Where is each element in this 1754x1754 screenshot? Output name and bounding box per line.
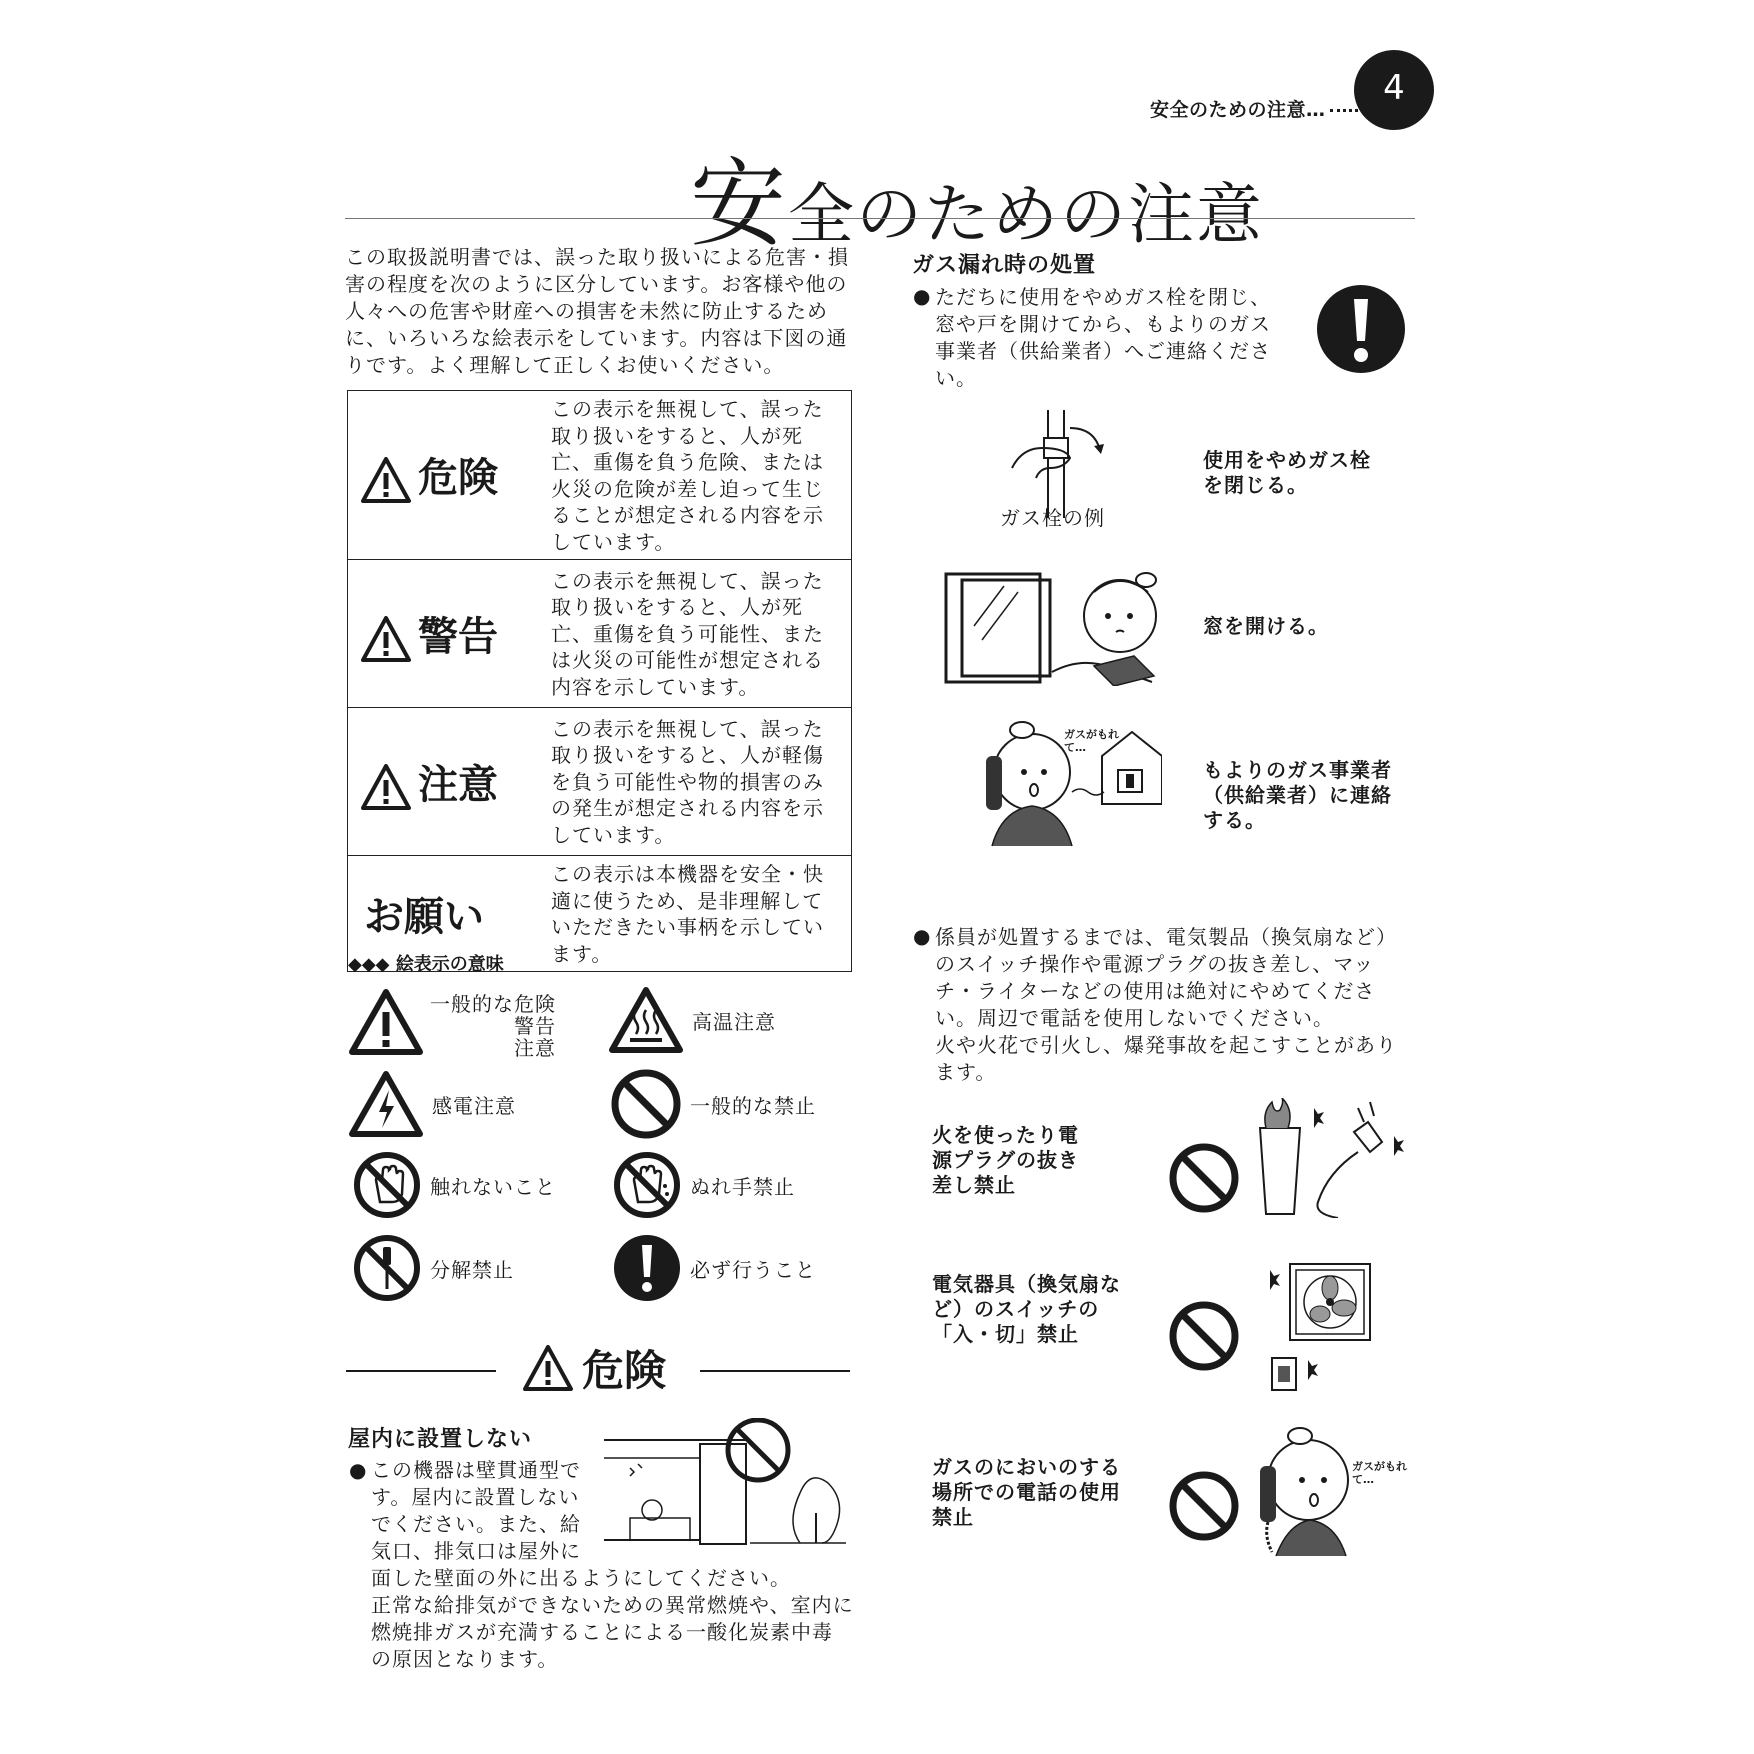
running-head: 安全のための注意… [1150, 95, 1400, 122]
mandatory-action-icon [612, 1233, 682, 1303]
prohibit3-caption: ガスのにおいのする場所での電話の使用禁止 [932, 1455, 1121, 1529]
step2-caption: 窓を開ける。 [1203, 614, 1329, 638]
page-title: 安全のための注意 [690, 148, 1264, 260]
no-touch-icon [352, 1150, 422, 1220]
bullet-no-sparks: 係員が処置するまでは、電気製品（換気扇など）のスイッチ操作や電源プラグの抜き差し、マッチ・ライターなどの使用は絶対にやめてください。周辺で電話を使用しないでください。 火や火花で引火し、爆発事故を起こすことがあります。 [935, 925, 1397, 1084]
legend-no-disassemble [352, 1233, 514, 1303]
legend-label-electric: 感電注意 [432, 1093, 516, 1118]
signal-label-caution: 注意 [348, 708, 546, 856]
legend-no-touch [352, 1150, 556, 1220]
bullet-dot: ● [913, 924, 931, 948]
legend-label-general-danger: 一般的な危険 [430, 992, 556, 1016]
no-disassemble-icon [352, 1233, 422, 1303]
legend-general-prohibit [610, 1068, 816, 1140]
open-window-illustration [944, 566, 1174, 686]
general-danger-icon [348, 988, 424, 1056]
legend-heading: ◆◆◆ 絵表示の意味 [348, 954, 504, 975]
page-number: 4 [1354, 50, 1434, 130]
title-divider [345, 218, 1415, 219]
legend-must-do [612, 1233, 816, 1303]
legend-general-danger [348, 988, 424, 1056]
mandatory-action-icon [1315, 283, 1407, 375]
signal-label-request: お願い [348, 856, 546, 972]
prohibition-icon [1168, 1470, 1240, 1542]
danger-divider-right [700, 1370, 850, 1372]
signal-row-danger [348, 391, 852, 560]
warning-triangle-icon [522, 1344, 574, 1392]
signal-desc-request: この表示は本機器を安全・快適に使うため、是非理解していただきたい事柄を示しています。 [545, 856, 852, 972]
legend-label-wet-hand: ぬれ手禁止 [690, 1174, 795, 1199]
prohibition-icon [610, 1068, 682, 1140]
legend-label-high-temp: 高温注意 [692, 1009, 776, 1034]
step1-caption: 使用をやめガス栓を閉じる。 [1203, 448, 1371, 497]
danger-divider-left [346, 1370, 496, 1372]
warning-triangle-icon [360, 615, 412, 663]
prohibit2-caption: 電気器具（換気扇など）のスイッチの「入・切」禁止 [932, 1272, 1121, 1346]
speech-gas-leak: ガスがもれて… [1352, 1460, 1407, 1486]
signal-desc-caution: この表示を無視して、誤った取り扱いをすると、人が軽傷を負う可能性や物的損害のみの発生が想定される内容を示しています。 [545, 708, 852, 856]
legend-label-no-touch: 触れないこと [430, 1174, 556, 1199]
bullet-gas-leak: ただちに使用をやめガス栓を閉じ、窓や戸を開けてから、もよりのガス事業者（供給業者）へご連絡ください。 [935, 285, 1271, 390]
prohibit1-caption: 火を使ったり電源プラグの抜き差し禁止 [932, 1123, 1079, 1197]
lighter-and-plug-illustration [1244, 1098, 1414, 1218]
section-title-gas-leak: ガス漏れ時の処置 [912, 253, 1097, 278]
fan-and-switch-illustration [1264, 1260, 1374, 1394]
phone-girl-illustration [1252, 1422, 1392, 1558]
prohibition-icon [1168, 1300, 1240, 1372]
bullet-dot: ● [913, 284, 931, 308]
legend-wet-hand [612, 1150, 795, 1220]
signal-label-danger: 危険 [348, 391, 546, 560]
warning-triangle-icon [360, 763, 412, 811]
wet-hand-prohibit-icon [612, 1150, 682, 1220]
signal-row-caution [348, 708, 852, 856]
warning-triangle-icon [360, 456, 412, 504]
legend-label-no-disassemble: 分解禁止 [430, 1257, 514, 1282]
hot-surface-icon [608, 986, 684, 1054]
speech-gas-leak: ガスがもれて… [1064, 728, 1119, 754]
signal-desc-danger: この表示を無視して、誤った取り扱いをすると、人が死亡、重傷を負う危険、または火災の危険が差し迫って生じることが想定される内容を示しています。 [545, 391, 852, 560]
legend-label-must-do: 必ず行うこと [690, 1257, 816, 1282]
prohibition-icon [1168, 1142, 1240, 1214]
bullet-no-indoor: ● この機器は壁貫通型で す。屋内に設置しない でください。また、給 気口、排気口は屋外に 面した壁面の外に出るようにしてください。 正常な給排気ができないための異常燃焼や、室内に 燃焼排ガスが充満することによる一酸化炭素中毒 の原因となります。 [349, 1458, 854, 1671]
step3-caption: もよりのガス事業者（供給業者）に連絡する。 [1203, 758, 1392, 832]
indoor-installation-illustration [600, 1418, 846, 1548]
signal-desc-warning: この表示を無視して、誤った取り扱いをすると、人が死亡、重傷を負う可能性、または火災の可能性が想定される内容を示しています。 [545, 560, 852, 708]
legend-label-general-prohibit: 一般的な禁止 [690, 1093, 816, 1118]
valve-example-caption: ガス栓の例 [1000, 506, 1105, 530]
electric-shock-icon [348, 1070, 424, 1138]
legend-label-caution: 注意 [514, 1036, 556, 1060]
legend-high-temp [608, 986, 776, 1054]
legend-label-warning: 警告 [514, 1014, 556, 1038]
signal-row-warning [348, 560, 852, 708]
signal-word-table [347, 390, 852, 972]
danger-section-heading: 危険 [522, 1338, 666, 1398]
signal-label-warning: 警告 [348, 560, 546, 708]
section-title-no-indoor: 屋内に設置しない [348, 1427, 533, 1452]
legend-electric [348, 1070, 516, 1138]
intro-paragraph: この取扱説明書では、誤った取り扱いによる危害・損害の程度を次のように区分しています。お客様や他の人々への危害や財産への損害を未然に防止するために、いろいろな絵表示をしています。内容は下図の通りです。よく理解して正しくお使いください。 [345, 245, 849, 377]
